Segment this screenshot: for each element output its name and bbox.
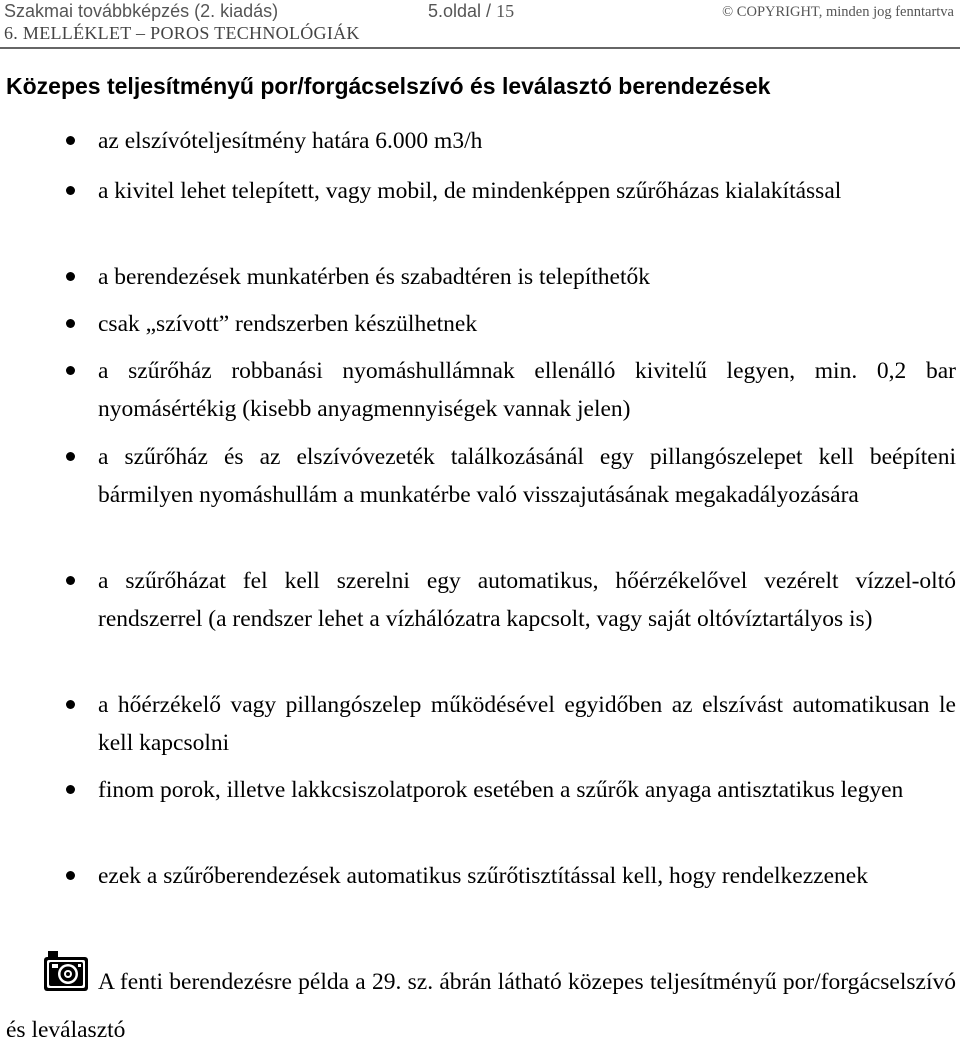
appendix-title: 6. MELLÉKLET – POROS TECHNOLÓGIÁK	[4, 23, 360, 43]
page-number	[428, 1, 514, 22]
bullet-icon	[66, 366, 75, 375]
list-item-text: a hőérzékelő vagy pillangószelep működésével egyidőben az elszívást automatikusan le kell kapcsolni	[98, 692, 956, 756]
copyright-notice: © COPYRIGHT, minden jog fenntartva	[722, 4, 954, 20]
page-header	[0, 0, 960, 48]
list-item-text: a szűrőházat fel kell szerelni egy automatikus, hőérzékelővel vezérelt vízzel-oltó rendszerrel (a rendszer lehet a vízhálózatra kapcsolt, vagy saját oltóvíztartályos is)	[98, 568, 956, 632]
bullet-icon	[66, 186, 75, 195]
page-label: 5.oldal	[428, 1, 482, 21]
section-heading: Közepes teljesítményű por/forgácselszívó és leválasztó berendezések	[6, 73, 771, 99]
bullet-icon	[66, 871, 75, 880]
figure-reference-note: A fenti berendezésre példa a 29. sz. ábrán látható közepes teljesítményű por/forgácselszívó és leválasztó	[6, 969, 956, 1043]
course-title: Szakmai továbbképzés (2. kiadás)	[4, 1, 279, 21]
bullet-icon	[66, 136, 75, 145]
header-divider	[0, 47, 960, 49]
bullet-icon	[66, 319, 75, 328]
list-item-text: a kivitel lehet telepített, vagy mobil, de mindenképpen szűrőházas kialakítással	[98, 178, 842, 204]
list-item-text: finom porok, illetve lakkcsiszolatporok esetében a szűrők anyaga antisztatikus legyen	[98, 777, 904, 803]
page-total: 15	[496, 1, 515, 21]
bullet-icon	[66, 452, 75, 461]
list-item-text: ezek a szűrőberendezések automatikus szűrőtisztítással kell, hogy rendelkezzenek	[98, 863, 868, 889]
bullet-icon	[66, 700, 75, 709]
list-item-text: a szűrőház és az elszívóvezeték találkozásánál egy pillangószelepet kell beépíteni bármilyen nyomáshullám a munkatérbe való visszajutásának megakadályozására	[98, 444, 956, 508]
bullet-icon	[66, 272, 75, 281]
list-item-text: a szűrőház robbanási nyomáshullámnak ellenálló kivitelű legyen, min. 0,2 bar nyomásértékig (kisebb anyagmennyiségek vannak jelen)	[98, 358, 956, 422]
list-item-text: a berendezések munkatérben és szabadtéren is telepíthetők	[98, 264, 650, 290]
list-item-text: csak „szívott” rendszerben készülhetnek	[98, 311, 478, 337]
list-item-text: az elszívóteljesítmény határa 6.000 m3/h	[98, 128, 483, 154]
bullet-icon	[66, 576, 75, 585]
page-separator: /	[481, 1, 497, 21]
bullet-icon	[66, 785, 75, 794]
